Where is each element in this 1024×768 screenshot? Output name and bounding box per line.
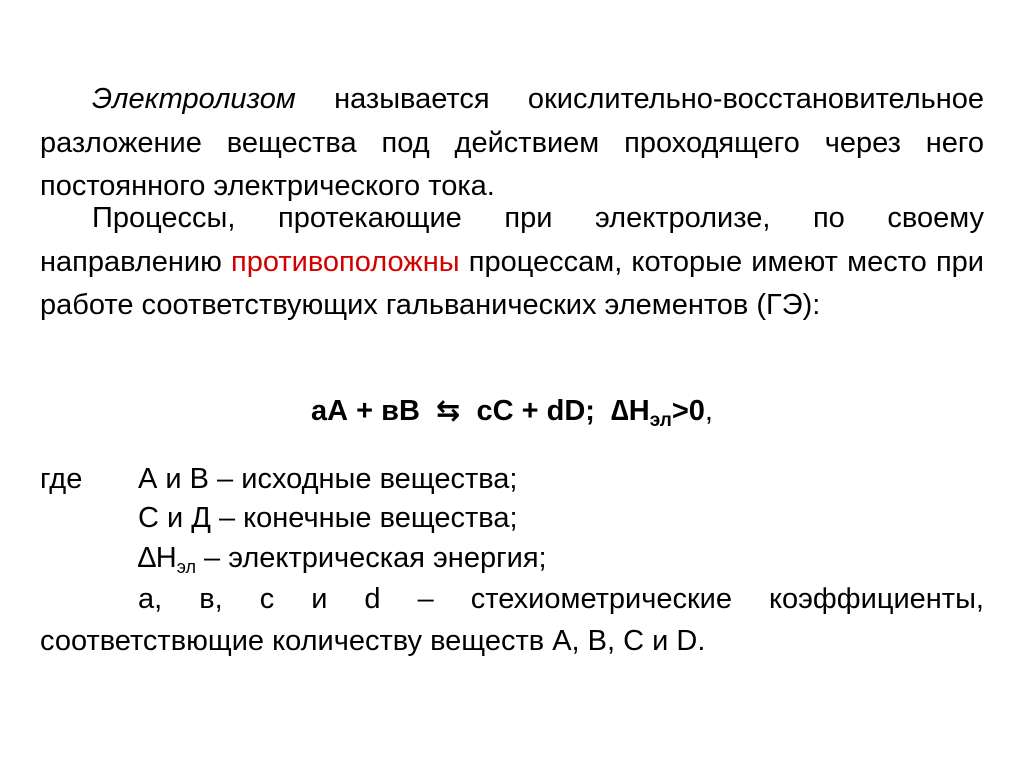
definition-cd: С и Д – конечные вещества;	[138, 502, 518, 534]
definition-paragraph	[40, 78, 984, 209]
where-line	[40, 459, 518, 499]
equilibrium-arrow-icon: ⇆	[436, 395, 461, 427]
dh-symbol: ∆Н	[138, 542, 177, 574]
delta-h-subscript: эл	[649, 410, 672, 431]
equation-condition: >0	[671, 395, 705, 427]
equation-comma: ,	[704, 395, 713, 427]
definition-text: называется окислительно-восстановительное разложение вещества под действием проходящего через него постоянного электрического тока.	[40, 83, 984, 202]
delta-h-symbol: ∆Н	[611, 395, 650, 427]
processes-paragraph	[40, 197, 984, 328]
highlight-word: противоположны	[231, 245, 460, 278]
where-label: где	[40, 463, 83, 495]
reaction-equation	[0, 390, 1024, 442]
processes-text-start: Процессы, протекающие при электролизе, по своему направлению	[40, 202, 984, 278]
equation-reactants: аА + вВ	[311, 395, 420, 427]
equation-products: сС + dD;	[476, 395, 595, 427]
dh-subscript: эл	[176, 557, 196, 577]
dh-text: – электрическая энергия;	[195, 542, 547, 574]
definition-ab: А и В – исходные вещества;	[138, 463, 518, 495]
definition-coefficients: а, в, с и d – стехиометрические коэффициенты, соответствющие количеству веществ А, В, С и D.	[40, 583, 984, 657]
processes-text-end: процессам, которые имеют место при работе соответствующих гальванических элементов (ГЭ):	[40, 245, 984, 321]
term-electrolysis: Электролизом	[92, 83, 296, 115]
